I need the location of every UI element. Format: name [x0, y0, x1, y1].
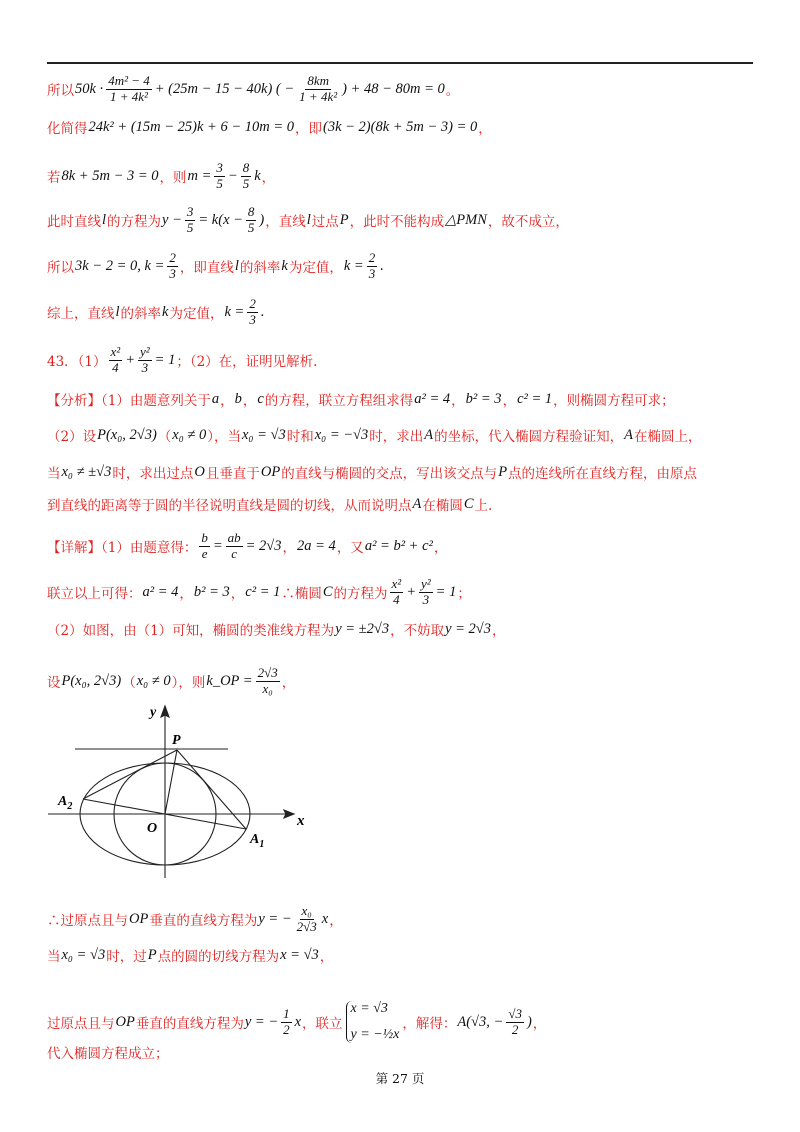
text-segment: 。 — [445, 83, 460, 100]
text-segment: 为定值， — [169, 306, 224, 323]
text-segment: 所以 — [47, 260, 74, 277]
math-expression: (3k − 2)(8k + 5m − 3) = 0 — [323, 118, 478, 135]
math-expression: − — [227, 167, 238, 184]
math-expression: 3k − 2 = 0, k = — [75, 257, 165, 274]
text-segment: 联立以上可得： — [47, 586, 142, 603]
math-expression: k = — [343, 257, 364, 274]
text-segment: 的方程为 — [333, 586, 388, 603]
text-segment: ， — [281, 675, 296, 692]
fraction-denominator: 1 + 4k² — [109, 88, 148, 104]
text-segment: ， — [451, 393, 465, 409]
fraction-numerator: 3 — [186, 204, 194, 219]
fraction-numerator: b — [201, 530, 208, 545]
y-axis-arrow-icon — [161, 706, 169, 717]
text-segment: ， — [532, 1016, 547, 1032]
fraction-numerator: 2 — [249, 296, 256, 311]
text-segment: 的坐标，代入椭圆方程验证知， — [434, 429, 624, 445]
fraction-denominator: 3 — [141, 359, 149, 375]
math-expression: . — [260, 303, 265, 320]
fraction-denominator: 2 — [283, 1021, 290, 1037]
fraction-denominator: c — [231, 545, 238, 561]
math-expression: OP — [129, 910, 149, 927]
text-segment: ，解得： — [402, 1016, 457, 1032]
math-expression: x₀ = √3 — [61, 946, 106, 963]
fraction-numerator: √3 — [508, 1005, 522, 1021]
text-segment: 过原点且与 — [47, 1016, 115, 1032]
fraction-numerator: 2 — [368, 250, 376, 265]
text-segment: 垂直的直线方程为 — [149, 913, 258, 930]
text-segment: ， — [492, 623, 506, 639]
label-O: O — [147, 821, 158, 836]
math-expression: P — [498, 463, 508, 480]
fraction-numerator: 2√3 — [257, 665, 278, 680]
math-expression: A(√3, − — [457, 1013, 504, 1030]
text-segment: 设 — [47, 675, 61, 692]
math-expression: . — [380, 257, 384, 274]
text-segment: ， — [282, 540, 297, 557]
text-segment: ，即直线 — [179, 260, 234, 277]
fraction-numerator: 1 — [283, 1005, 290, 1021]
math-expression: = k(x − — [198, 211, 243, 228]
text-segment: ；（2）在，证明见解析. — [176, 354, 318, 371]
text-segment: 当 — [47, 466, 61, 482]
text-segment: 所以 — [47, 83, 74, 100]
math-expression: = 1 — [435, 583, 457, 600]
fraction-denominator: 5 — [186, 219, 194, 235]
fraction-denominator: 4 — [393, 591, 400, 607]
text-segment: 43．（1） — [47, 354, 107, 371]
math-expression: ) — [526, 1013, 532, 1030]
fraction-denominator: e — [201, 545, 208, 561]
text-segment: ，此时不能构成 — [349, 214, 445, 231]
text-segment: ， — [261, 170, 276, 187]
text-segment: 综上，直线 — [47, 306, 115, 323]
text-segment: ， — [319, 949, 334, 965]
math-expression: x — [321, 910, 329, 927]
text-segment: （ — [157, 429, 172, 445]
text-segment: 在椭圆 — [422, 498, 463, 514]
text-segment: 垂直的直线方程为 — [135, 1016, 244, 1032]
math-expression: C — [322, 583, 333, 600]
text-segment: 【分析】（1）由题意列关于 — [47, 393, 211, 409]
text-segment: 时，过 — [106, 949, 147, 965]
math-expression: x₀ ≠ ±√3 — [61, 463, 112, 480]
math-expression: P(x₀, 2√3) — [97, 426, 157, 443]
text-segment: 到直线的距离等于圆的半径说明直线是圆的切线，从而说明点 — [47, 498, 412, 514]
fraction-numerator: y² — [421, 576, 431, 591]
text-segment: ），当 — [207, 429, 241, 445]
math-expression: 2a = 4 — [297, 537, 336, 554]
math-expression: a² = b² + c² — [364, 537, 433, 554]
text-segment: ， — [242, 393, 257, 409]
text-segment: 时和 — [286, 429, 314, 445]
math-expression: b² = 3 — [193, 583, 230, 600]
label-y: y — [150, 705, 157, 720]
math-expression: 50k · — [75, 80, 104, 97]
math-expression: + — [406, 583, 416, 600]
fraction-denominator: 4 — [112, 359, 119, 375]
text-segment: ， — [230, 586, 245, 603]
math-expression: △PMN — [445, 211, 487, 228]
text-segment: 的方程为 — [107, 214, 162, 231]
math-expression: k_OP = — [206, 672, 253, 689]
math-expression: a² = 4 — [414, 390, 451, 407]
fraction-denominator: 5 — [216, 175, 223, 191]
fraction-numerator: x² — [391, 576, 402, 591]
system-equation: x = √3 — [350, 1001, 388, 1016]
text-segment: 上. — [474, 498, 493, 514]
fraction-numerator: 8km — [307, 73, 329, 88]
text-segment: ，故不成立， — [487, 214, 569, 231]
math-expression: x = √3 — [280, 946, 319, 963]
fraction-denominator: 5 — [242, 175, 250, 191]
fraction-numerator: y² — [140, 344, 150, 359]
text-segment: ，即 — [295, 121, 322, 137]
math-expression: k — [254, 167, 261, 184]
text-segment: 为定值， — [288, 260, 343, 277]
text-segment: ， — [179, 586, 193, 603]
label-A1: $A_1$ — [250, 832, 265, 850]
text-segment: ； — [457, 586, 471, 603]
text-segment: 的斜率 — [239, 260, 281, 277]
math-expression: l — [306, 211, 311, 228]
segment-P-A1 — [177, 750, 246, 829]
text-segment: ），则 — [171, 675, 206, 692]
text-segment: 的斜率 — [120, 306, 162, 323]
text-segment: 代入椭圆方程成立； — [47, 1046, 169, 1062]
text-segment: 的直线与椭圆的交点，写出该交点与 — [281, 466, 498, 482]
math-expression: x₀ ≠ 0 — [172, 426, 207, 443]
math-expression: x₀ ≠ 0 — [136, 672, 171, 689]
math-expression: c — [257, 390, 264, 407]
fraction-denominator: 5 — [247, 219, 255, 235]
page-number: 第 27 页 — [375, 1071, 425, 1086]
text-segment: 若 — [47, 170, 61, 187]
text-segment: 的方程，联立方程组求得 — [264, 393, 414, 409]
text-segment: 时，求出 — [369, 429, 424, 445]
math-expression: k — [162, 303, 169, 320]
text-segment: ， — [478, 121, 492, 137]
math-expression: a — [211, 390, 220, 407]
fraction-denominator: 2√3 — [296, 918, 317, 934]
math-expression: + — [125, 351, 135, 368]
text-segment: ，则椭圆方程可求； — [553, 393, 675, 409]
math-expression: 8k + 5m − 3 = 0 — [61, 167, 159, 184]
math-expression: a² = 4 — [142, 583, 179, 600]
text-segment: ∴椭圆 — [281, 586, 322, 603]
math-expression: O — [194, 463, 205, 480]
math-expression: A — [424, 426, 434, 443]
fraction-numerator: x² — [110, 344, 121, 359]
math-expression: l — [102, 211, 107, 228]
math-expression: = 1 — [154, 351, 176, 368]
system-equation: y = −½x — [350, 1027, 400, 1042]
math-expression: x₀ = −√3 — [314, 426, 369, 443]
math-expression: y = ±2√3 — [335, 620, 390, 637]
text-segment: 此时直线 — [47, 214, 101, 231]
text-segment: ，则 — [159, 170, 187, 187]
text-segment: 当 — [47, 949, 61, 965]
math-expression: C — [463, 495, 474, 512]
math-expression: P — [339, 211, 349, 228]
math-expression: b² = 3 — [465, 390, 502, 407]
fraction-denominator: 3 — [169, 265, 176, 281]
math-expression: P — [147, 946, 157, 963]
text-segment: 且垂直于 — [205, 466, 260, 482]
fraction-numerator: 4m² − 4 — [108, 73, 150, 88]
math-expression: + (25m − 15 − 40k) ( − — [154, 80, 295, 97]
math-expression: ) — [259, 211, 265, 228]
math-expression: = 2√3 — [245, 537, 282, 554]
math-expression: P(x₀, 2√3) — [61, 672, 122, 689]
text-segment: ∴过原点且与 — [47, 913, 128, 930]
math-expression: ) + 48 − 80m = 0 — [342, 80, 445, 97]
fraction-denominator: 2 — [511, 1021, 519, 1037]
text-segment: （ — [122, 675, 136, 692]
math-expression: k — [281, 257, 288, 274]
math-expression: k = — [224, 303, 245, 320]
fraction-numerator: ab — [227, 530, 241, 545]
math-expression: c² = 1 — [245, 583, 281, 600]
text-segment: 【详解】（1）由题意得： — [47, 540, 198, 557]
math-expression: y = 2√3 — [445, 620, 492, 637]
math-expression: 24k² + (15m − 25)k + 6 − 10m = 0 — [88, 118, 294, 135]
math-expression: b — [234, 390, 242, 407]
math-expression: m = — [187, 167, 212, 184]
fraction-numerator: x₀ — [301, 903, 312, 918]
label-P: P — [172, 733, 181, 748]
fraction-numerator: 8 — [247, 204, 255, 219]
text-segment: ， — [329, 913, 343, 930]
x-axis-arrow-icon — [284, 810, 294, 818]
math-expression: x — [294, 1013, 302, 1030]
fraction-denominator: 1 + 4k² — [299, 88, 338, 104]
text-segment: ， — [502, 393, 517, 409]
math-expression: = — [212, 537, 223, 554]
fraction-denominator: 3 — [422, 591, 430, 607]
math-expression: c² = 1 — [517, 390, 553, 407]
math-expression: l — [234, 257, 239, 274]
text-segment: ，联立 — [302, 1016, 343, 1032]
label-x: x — [297, 813, 305, 829]
math-expression: OP — [115, 1013, 135, 1030]
text-segment: ， — [433, 540, 448, 557]
text-segment: 时，求出过点 — [112, 466, 194, 482]
fraction-denominator: 3 — [368, 265, 376, 281]
text-segment: 点的连线所在直线方程，由原点 — [508, 466, 698, 482]
math-expression: x₀ = √3 — [241, 426, 286, 443]
math-expression: y = − — [244, 1013, 279, 1030]
text-segment: 过点 — [311, 214, 339, 231]
segment-P-A2 — [83, 750, 177, 799]
math-expression: y − — [162, 211, 182, 228]
fraction-denominator: 3 — [249, 311, 256, 327]
text-segment: ，直线 — [265, 214, 306, 231]
fraction-denominator: x₀ — [262, 680, 273, 696]
text-segment: ，不妨取 — [390, 623, 445, 639]
segment-P-O — [165, 750, 177, 814]
text-segment: （2）如图，由（1）可知，椭圆的类准线方程为 — [47, 623, 335, 639]
text-segment: 化简得 — [47, 121, 88, 137]
math-expression: y = − — [258, 910, 292, 927]
fraction-numerator: 2 — [169, 250, 176, 265]
label-A2: $A_2$ — [58, 794, 73, 812]
text-segment: ，又 — [336, 540, 364, 557]
text-segment: 点的圆的切线方程为 — [157, 949, 280, 965]
text-segment: （2）设 — [47, 429, 97, 445]
math-expression: l — [115, 303, 120, 320]
fraction-numerator: 3 — [216, 160, 223, 175]
text-segment: 在椭圆上， — [633, 429, 702, 445]
math-expression: A — [624, 426, 633, 443]
math-expression: A — [412, 495, 422, 512]
fraction-numerator: 8 — [242, 160, 250, 175]
math-expression: OP — [260, 463, 281, 480]
text-segment: ， — [220, 393, 234, 409]
